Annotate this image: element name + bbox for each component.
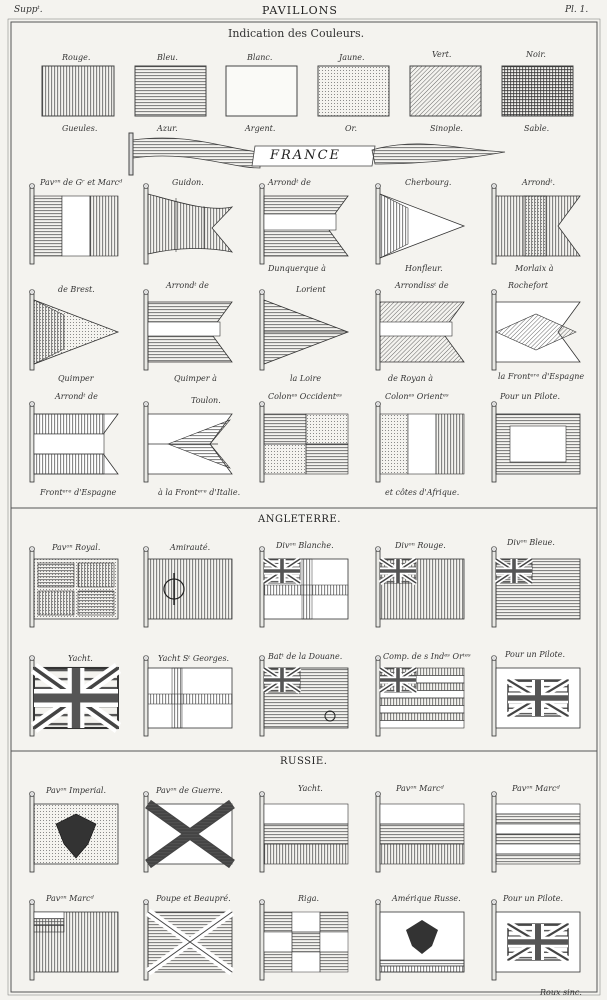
flag-label: la Loire (290, 374, 322, 383)
flag-label: Frontᵉʳᵉ d'Espagne (40, 488, 117, 497)
swatch-bleu (135, 66, 206, 116)
france-banner-text: FRANCE (270, 148, 342, 163)
supplement-label: Suppᵗ. (14, 5, 43, 15)
flag-label: de Brest. (58, 285, 95, 294)
flag-label: Toulon. (191, 396, 221, 405)
swatch-rouge (42, 66, 114, 116)
flag-label: Pavᵒⁿ Royal. (52, 543, 101, 552)
flag-label: Yacht Sᵗ Georges. (158, 654, 230, 663)
flag-label: Poupe et Beaupré. (156, 894, 231, 903)
swatch-top-label: Bleu. (157, 53, 178, 62)
flag-label: Rochefort (508, 281, 549, 290)
flag-label: Comp. de s Indᵉˢ Orᵗᵉˢ (383, 652, 471, 661)
flag-label: à la Frontᵉʳᵉ d'Italie. (158, 488, 241, 497)
flag-label: Batᵗ de la Douane. (268, 652, 343, 661)
swatch-top-label: Vert. (432, 50, 452, 59)
flag-label: Divᵒⁿ Blanche. (276, 541, 334, 550)
color-swatches (42, 66, 573, 116)
flag-label: Divᵒⁿ Bleue. (507, 538, 555, 547)
flag-label: Yacht. (68, 654, 93, 663)
flag-label: Arrondᵗ de (268, 178, 311, 187)
flag-label: Pavᵒⁿ Imperial. (46, 786, 107, 795)
flag-label: Arrondᵗ de (166, 281, 209, 290)
flag-label: Colonᵉˢ Orientᵉˢ (385, 392, 449, 401)
flag-label: Pavᵒⁿ de Guerre. (156, 786, 223, 795)
flag-label: Pour un Pilote. (500, 392, 561, 401)
section-title-angleterre: ANGLETERRE. (258, 514, 341, 525)
swatch-noir (502, 66, 573, 116)
swatch-blanc (226, 66, 297, 116)
swatch-top-label: Rouge. (62, 53, 91, 62)
flag-label: Pour un Pilote. (505, 650, 566, 659)
flag-label: Quimper (58, 374, 94, 383)
swatch-bottom-label: Sinople. (430, 124, 463, 133)
swatch-top-label: Jaune. (339, 53, 365, 62)
flag-label: de Royan à (388, 374, 433, 383)
flag-label: Pavᵒⁿ de Gʳ et Marcᵈ (40, 178, 123, 187)
flag-label: Arrondᵗ de (55, 392, 98, 401)
flag-label: Pavᵒⁿ Marcᵈ (396, 784, 444, 793)
flag-label: Arrondᵗ. (522, 178, 556, 187)
flag-label: la Frontᵉʳᵉ d'Espagne (498, 372, 585, 381)
flag-label: Guidon. (172, 178, 204, 187)
flag-grid (30, 184, 581, 981)
flag-label: Pavᵒⁿ Marcᵈ (512, 784, 560, 793)
swatch-bottom-label: Azur. (157, 124, 178, 133)
flag-label: Cherbourg. (405, 178, 452, 187)
flag-label: Divᵒⁿ Rouge. (395, 541, 446, 550)
swatch-bottom-label: Gueules. (62, 124, 98, 133)
flag-label: Amirauté. (170, 543, 211, 552)
flag-label: Amérique Russe. (392, 894, 461, 903)
flag-label: Honfleur. (405, 264, 443, 273)
swatch-vert (410, 66, 481, 116)
page-title: PAVILLONS (262, 4, 338, 17)
flag-label: Pour un Pilote. (503, 894, 564, 903)
engraver-signature: Roux sinc. (540, 988, 582, 997)
flag-label: Pavᵒⁿ Marcᵈ (46, 894, 94, 903)
flag-label: Colonᵉˢ Occidentᵉˢ (268, 392, 342, 401)
colors-title: Indication des Couleurs. (228, 27, 365, 40)
swatch-top-label: Blanc. (247, 53, 273, 62)
swatch-bottom-label: Argent. (245, 124, 276, 133)
plate-number: Pl. 1. (565, 5, 589, 15)
flag-label: Arrondissᵗ de (395, 281, 449, 290)
flag-label: et côtes d'Afrique. (385, 488, 460, 497)
swatch-jaune (318, 66, 389, 116)
flag-label: Yacht. (298, 784, 323, 793)
section-title-russie: RUSSIE. (280, 756, 328, 767)
flag-label: Lorient (296, 285, 326, 294)
flag-label: Riga. (298, 894, 320, 903)
swatch-bottom-label: Sable. (524, 124, 550, 133)
flag-label: Dunquerque à (268, 264, 326, 273)
swatch-bottom-label: Or. (345, 124, 358, 133)
swatch-top-label: Noir. (526, 50, 546, 59)
flag-label: Quimper à (174, 374, 217, 383)
flag-label: Morlaix à (515, 264, 554, 273)
